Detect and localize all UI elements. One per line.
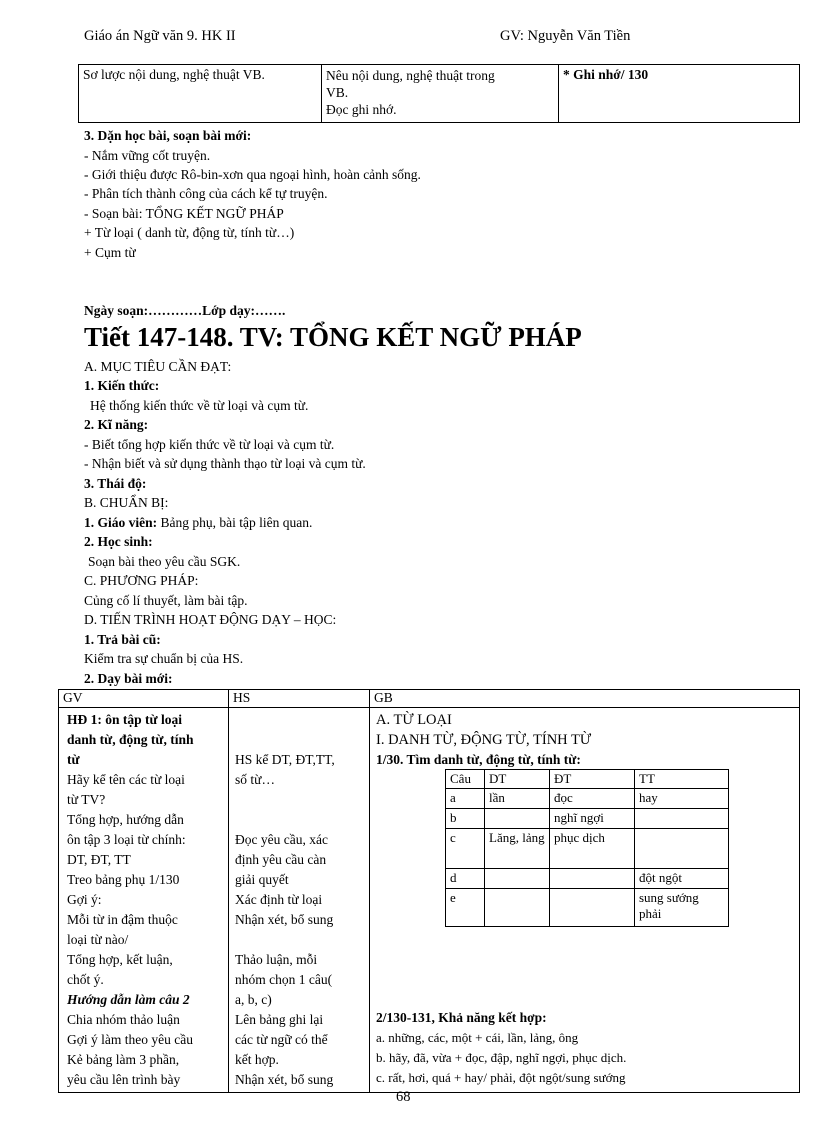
header-right: GV: Nguyễn Văn Tiền (500, 28, 631, 44)
hs-line: Thảo luận, mỗi (235, 952, 318, 967)
section-b2-text: Soạn bài theo yêu cầu SGK. (88, 554, 241, 569)
top-cell-line: VB. (326, 85, 349, 100)
section-b1-text: Bảng phụ, bài tập liên quan. (157, 515, 313, 530)
inner-cell (550, 889, 635, 927)
inner-cell (550, 869, 635, 889)
inner-table (445, 769, 729, 927)
section-b1-label: 1. Giáo viên: (84, 515, 158, 530)
inner-cell: d (446, 869, 485, 889)
inner-cell: nghĩ ngợi (550, 809, 635, 829)
section-a2-line: - Biết tổng hợp kiến thức về từ loại và cụm từ. (84, 437, 335, 452)
homework-heading: 3. Dặn học bài, soạn bài mới: (84, 128, 252, 143)
gb-q1: 1/30. Tìm danh từ, động từ, tính từ: (376, 752, 581, 767)
inner-cell (485, 889, 550, 927)
gb-heading-i: I. DANH TỪ, ĐỘNG TỪ, TÍNH TỪ (376, 732, 592, 748)
inner-cell: đột ngột (635, 869, 729, 889)
top-table (78, 64, 800, 123)
inner-cell (635, 829, 729, 869)
top-cell-line: Đọc ghi nhớ. (326, 102, 397, 117)
col-header-hs: HS (229, 690, 370, 708)
gb-q2-line: b. hãy, đã, vừa + đọc, đập, nghĩ ngợi, phục dịch. (376, 1050, 627, 1065)
top-cell-activity (322, 65, 559, 123)
gb-q2: 2/130-131, Khả năng kết hợp: (376, 1010, 547, 1025)
date-line: Ngày soạn:…………Lớp dạy:……. (84, 303, 286, 318)
homework-line: - Nắm vững cốt truyện. (84, 148, 211, 163)
hs-line: Xác định từ loại (235, 892, 323, 907)
gv-line: danh từ, động từ, tính (67, 732, 194, 747)
gb-q2-line: c. rất, hơi, quá + hay/ phải, đột ngột/sung sướng (376, 1070, 626, 1085)
section-b2: 2. Học sinh: (84, 534, 153, 549)
inner-cell: sung sướng phải (635, 889, 729, 927)
hs-line: HS kể DT, ĐT,TT, (235, 752, 335, 767)
gb-cell (370, 708, 800, 1093)
hs-line (235, 790, 363, 810)
hs-line: Nhận xét, bổ sung (235, 912, 334, 927)
header-left: Giáo án Ngữ văn 9. HK II (84, 28, 236, 44)
gb-q2-block (376, 1008, 786, 1088)
hs-line (235, 810, 363, 830)
section-d1: 1. Trả bài cũ: (84, 632, 161, 647)
section-a1-text: Hệ thống kiến thức về từ loại và cụm từ. (90, 398, 309, 413)
gv-line: Tổng hợp, kết luận, (67, 952, 173, 967)
section-c: C. PHƯƠNG PHÁP: (84, 573, 199, 588)
section-a2: 2. Kĩ năng: (84, 417, 149, 432)
inner-cell: b (446, 809, 485, 829)
section-d1-text: Kiểm tra sự chuẩn bị của HS. (84, 651, 244, 666)
hs-cell (229, 708, 370, 1093)
gb-q2-line: a. những, các, một + cái, lần, lảng, ông (376, 1030, 579, 1045)
inner-header: TT (635, 770, 729, 789)
gv-line: Hướng dẫn làm câu 2 (67, 992, 190, 1007)
section-b: B. CHUẨN BỊ: (84, 495, 169, 510)
inner-cell: Lăng, lảng (485, 829, 550, 869)
homework-line: - Soạn bài: TỔNG KẾT NGỮ PHÁP (84, 206, 284, 221)
inner-cell (485, 869, 550, 889)
gv-line: Chia nhóm thảo luận (67, 1012, 180, 1027)
hs-line: số từ… (235, 772, 275, 787)
section-d: D. TIẾN TRÌNH HOẠT ĐỘNG DẠY – HỌC: (84, 612, 337, 627)
hs-line: a, b, c) (235, 992, 272, 1007)
hs-line (235, 930, 363, 950)
section-c-text: Củng cố lí thuyết, làm bài tập. (84, 593, 248, 608)
inner-cell (635, 809, 729, 829)
col-header-gv: GV (59, 690, 229, 708)
inner-header: DT (485, 770, 550, 789)
inner-cell: phục dịch (550, 829, 635, 869)
gv-line: yêu cầu lên trình bày (67, 1072, 181, 1087)
top-cell-line: Nêu nội dung, nghệ thuật trong (326, 68, 495, 83)
hs-line (235, 730, 363, 750)
hs-line: kết hợp. (235, 1052, 279, 1067)
gv-line: Gợi ý làm theo yêu cầu (67, 1032, 193, 1047)
hs-line: Đọc yêu cầu, xác (235, 832, 328, 847)
section-a: A. MỤC TIÊU CẦN ĐẠT: (84, 359, 232, 374)
section-d2: 2. Dạy bài mới: (84, 671, 173, 686)
gv-line: HĐ 1: ôn tập từ loại (67, 712, 182, 727)
homework-line: - Giới thiệu được Rô-bin-xơn qua ngoại hình, hoàn cảnh sống. (84, 167, 421, 182)
gv-line: từ TV? (67, 792, 106, 807)
gv-line: Treo bảng phụ 1/130 (67, 872, 180, 887)
section-b1 (84, 515, 312, 531)
gv-line: DT, ĐT, TT (67, 852, 131, 867)
gv-line: Hãy kể tên các từ loại (67, 772, 185, 787)
inner-cell (485, 809, 550, 829)
gv-line: Kẻ bảng làm 3 phần, (67, 1052, 180, 1067)
section-a1: 1. Kiến thức: (84, 378, 160, 393)
inner-cell: lần (485, 789, 550, 809)
inner-header: ĐT (550, 770, 635, 789)
top-cell-content: Sơ lược nội dung, nghệ thuật VB. (79, 65, 322, 123)
hs-line: định yêu cầu càn (235, 852, 327, 867)
page-number: 68 (396, 1089, 411, 1105)
hs-line (235, 710, 363, 730)
hs-line: Nhận xét, bổ sung (235, 1072, 334, 1087)
homework-line: - Phân tích thành công của cách kể tự truyện. (84, 186, 328, 201)
inner-cell: e (446, 889, 485, 927)
gv-line: loại từ nào/ (67, 932, 129, 947)
inner-cell: hay (635, 789, 729, 809)
gv-line: chốt ý. (67, 972, 104, 987)
gv-cell (59, 708, 229, 1093)
gb-heading-a: A. TỪ LOẠI (376, 712, 452, 728)
section-a2-line: - Nhận biết và sử dụng thành thạo từ loại và cụm từ. (84, 456, 366, 471)
gv-line: Tổng hợp, hướng dẫn (67, 812, 184, 827)
homework-line: + Từ loại ( danh từ, động từ, tính từ…) (84, 225, 295, 240)
gv-line: từ (67, 752, 80, 767)
hs-line: các từ ngữ có thể (235, 1032, 328, 1047)
main-table (58, 689, 800, 1093)
homework-line: + Cụm từ (84, 245, 136, 260)
gv-line: ôn tập 3 loại từ chính: (67, 832, 186, 847)
inner-header: Câu (446, 770, 485, 789)
gv-line: Gợi ý: (67, 892, 102, 907)
page-title: Tiết 147-148. TV: TỔNG KẾT NGỮ PHÁP (84, 322, 582, 352)
col-header-gb: GB (370, 690, 800, 708)
hs-line: giải quyết (235, 872, 289, 887)
hs-line: Lên bảng ghi lại (235, 1012, 324, 1027)
inner-cell: a (446, 789, 485, 809)
inner-cell: c (446, 829, 485, 869)
top-cell-note: * Ghi nhớ/ 130 (559, 65, 800, 123)
hs-line: nhóm chọn 1 câu( (235, 972, 333, 987)
section-a3: 3. Thái độ: (84, 476, 147, 491)
gv-line: Mỗi từ in đậm thuộc (67, 912, 178, 927)
inner-cell: đọc (550, 789, 635, 809)
